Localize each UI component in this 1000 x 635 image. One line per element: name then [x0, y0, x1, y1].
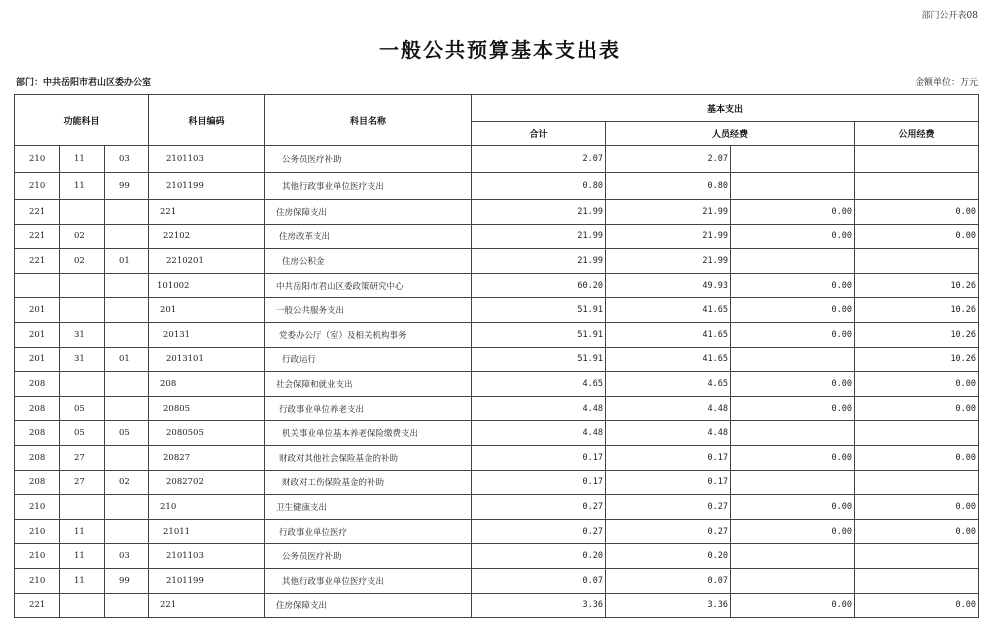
func-class-cell	[15, 273, 60, 298]
personnel-extra-cell: 0.00	[731, 593, 855, 618]
total-cell: 21.99	[472, 224, 606, 249]
table-row	[15, 593, 979, 618]
subject-name-cell: 住房公积金	[265, 249, 472, 274]
func-section-cell	[60, 372, 105, 397]
total-cell: 4.48	[472, 421, 606, 446]
func-item-cell: 03	[105, 146, 149, 173]
public-cell: 0.00	[855, 519, 979, 544]
subject-name-cell: 行政事业单位养老支出	[265, 396, 472, 421]
personnel-extra-cell	[731, 173, 855, 200]
total-cell: 0.17	[472, 445, 606, 470]
form-number: 部门公开表08	[921, 11, 978, 21]
func-class-cell: 208	[15, 396, 60, 421]
public-cell: 10.26	[855, 322, 979, 347]
subject-code-cell: 2101103	[149, 146, 265, 173]
table-row	[15, 421, 979, 446]
func-item-cell	[105, 322, 149, 347]
personnel-cell: 2.07	[606, 146, 731, 173]
public-cell: 0.00	[855, 200, 979, 225]
func-item-cell: 01	[105, 249, 149, 274]
func-class-cell: 210	[15, 146, 60, 173]
subject-code-cell: 20131	[149, 322, 265, 347]
func-item-cell	[105, 372, 149, 397]
total-cell: 51.91	[472, 322, 606, 347]
subject-code-cell: 221	[149, 200, 265, 225]
table-row	[15, 445, 979, 470]
header-func-subject: 功能科目	[15, 95, 149, 146]
personnel-cell: 41.65	[606, 322, 731, 347]
total-cell: 51.91	[472, 347, 606, 372]
public-cell	[855, 146, 979, 173]
personnel-extra-cell: 0.00	[731, 372, 855, 397]
func-section-cell: 11	[60, 544, 105, 569]
personnel-cell: 21.99	[606, 200, 731, 225]
subject-code-cell: 21011	[149, 519, 265, 544]
total-cell: 3.36	[472, 593, 606, 618]
personnel-extra-cell	[731, 544, 855, 569]
personnel-extra-cell	[731, 421, 855, 446]
subject-code-cell: 2080505	[149, 421, 265, 446]
table-row	[15, 372, 979, 397]
personnel-cell: 0.20	[606, 544, 731, 569]
subject-name-cell: 住房保障支出	[265, 200, 472, 225]
total-cell: 60.20	[472, 273, 606, 298]
total-cell: 51.91	[472, 298, 606, 323]
func-class-cell: 208	[15, 421, 60, 446]
personnel-cell: 21.99	[606, 224, 731, 249]
personnel-cell: 4.48	[606, 396, 731, 421]
public-cell: 10.26	[855, 347, 979, 372]
func-section-cell: 05	[60, 396, 105, 421]
subject-name-cell: 行政运行	[265, 347, 472, 372]
func-item-cell	[105, 224, 149, 249]
subject-name-cell: 财政对工伤保险基金的补助	[265, 470, 472, 495]
subject-name-cell: 其他行政事业单位医疗支出	[265, 568, 472, 593]
table-body	[15, 146, 979, 618]
subject-code-cell: 2082702	[149, 470, 265, 495]
func-class-cell: 201	[15, 322, 60, 347]
public-cell	[855, 421, 979, 446]
subject-code-cell: 208	[149, 372, 265, 397]
total-cell: 4.65	[472, 372, 606, 397]
table-row	[15, 146, 979, 173]
public-cell	[855, 249, 979, 274]
personnel-extra-cell: 0.00	[731, 519, 855, 544]
personnel-cell: 41.65	[606, 298, 731, 323]
func-item-cell: 05	[105, 421, 149, 446]
personnel-extra-cell: 0.00	[731, 273, 855, 298]
subject-name-cell: 社会保障和就业支出	[265, 372, 472, 397]
personnel-cell: 4.48	[606, 421, 731, 446]
table-row	[15, 249, 979, 274]
func-section-cell	[60, 298, 105, 323]
total-cell: 0.07	[472, 568, 606, 593]
func-item-cell	[105, 273, 149, 298]
total-cell: 0.27	[472, 519, 606, 544]
public-cell	[855, 173, 979, 200]
personnel-cell: 21.99	[606, 249, 731, 274]
func-item-cell	[105, 445, 149, 470]
subject-name-cell: 卫生健康支出	[265, 495, 472, 520]
public-cell: 10.26	[855, 298, 979, 323]
personnel-extra-cell: 0.00	[731, 396, 855, 421]
func-class-cell: 210	[15, 495, 60, 520]
subject-name-cell: 财政对其他社会保险基金的补助	[265, 445, 472, 470]
func-item-cell: 99	[105, 173, 149, 200]
func-class-cell: 201	[15, 298, 60, 323]
func-section-cell	[60, 593, 105, 618]
subject-name-cell: 住房改革支出	[265, 224, 472, 249]
func-item-cell: 03	[105, 544, 149, 569]
budget-table	[14, 94, 979, 618]
total-cell: 21.99	[472, 200, 606, 225]
total-cell: 0.80	[472, 173, 606, 200]
func-section-cell	[60, 200, 105, 225]
total-cell: 0.20	[472, 544, 606, 569]
func-section-cell: 27	[60, 445, 105, 470]
total-cell: 0.17	[472, 470, 606, 495]
subject-code-cell: 20827	[149, 445, 265, 470]
page-title: 一般公共预算基本支出表	[379, 38, 621, 62]
func-class-cell: 210	[15, 173, 60, 200]
table-row	[15, 224, 979, 249]
func-section-cell: 11	[60, 173, 105, 200]
public-cell: 10.26	[855, 273, 979, 298]
func-item-cell: 02	[105, 470, 149, 495]
func-class-cell: 210	[15, 544, 60, 569]
table-row	[15, 200, 979, 225]
header-personnel: 人员经费	[606, 122, 855, 146]
func-class-cell: 208	[15, 470, 60, 495]
public-cell	[855, 470, 979, 495]
personnel-cell: 0.07	[606, 568, 731, 593]
total-cell: 21.99	[472, 249, 606, 274]
func-class-cell: 201	[15, 347, 60, 372]
personnel-cell: 41.65	[606, 347, 731, 372]
personnel-extra-cell: 0.00	[731, 298, 855, 323]
func-section-cell: 11	[60, 568, 105, 593]
personnel-extra-cell	[731, 470, 855, 495]
func-item-cell	[105, 593, 149, 618]
unit-label: 金额单位：万元	[914, 78, 978, 88]
header-public: 公用经费	[855, 122, 979, 146]
department-label: 部门：中共岳阳市君山区委办公室	[16, 78, 152, 88]
table-row	[15, 273, 979, 298]
total-cell: 2.07	[472, 146, 606, 173]
subject-code-cell: 101002	[149, 273, 265, 298]
table-row	[15, 396, 979, 421]
func-section-cell	[60, 273, 105, 298]
func-section-cell: 02	[60, 224, 105, 249]
personnel-extra-cell: 0.00	[731, 445, 855, 470]
personnel-cell: 0.80	[606, 173, 731, 200]
subject-code-cell: 210	[149, 495, 265, 520]
subject-code-cell: 2013101	[149, 347, 265, 372]
subject-code-cell: 201	[149, 298, 265, 323]
personnel-cell: 0.27	[606, 495, 731, 520]
func-item-cell	[105, 298, 149, 323]
table-row	[15, 519, 979, 544]
subject-name-cell: 公务员医疗补助	[265, 544, 472, 569]
personnel-cell: 49.93	[606, 273, 731, 298]
table-row	[15, 347, 979, 372]
personnel-cell: 4.65	[606, 372, 731, 397]
header-total: 合计	[472, 122, 606, 146]
subject-code-cell: 2101199	[149, 173, 265, 200]
func-class-cell: 221	[15, 224, 60, 249]
func-section-cell	[60, 495, 105, 520]
personnel-extra-cell	[731, 568, 855, 593]
personnel-extra-cell: 0.00	[731, 322, 855, 347]
public-cell	[855, 544, 979, 569]
public-cell: 0.00	[855, 593, 979, 618]
func-class-cell: 210	[15, 519, 60, 544]
func-class-cell: 221	[15, 200, 60, 225]
personnel-cell: 3.36	[606, 593, 731, 618]
func-section-cell: 11	[60, 519, 105, 544]
func-item-cell: 99	[105, 568, 149, 593]
subject-name-cell: 一般公共服务支出	[265, 298, 472, 323]
personnel-extra-cell: 0.00	[731, 495, 855, 520]
table-row	[15, 544, 979, 569]
public-cell: 0.00	[855, 445, 979, 470]
func-class-cell: 221	[15, 249, 60, 274]
subject-code-cell: 22102	[149, 224, 265, 249]
public-cell: 0.00	[855, 224, 979, 249]
table-row	[15, 568, 979, 593]
func-item-cell	[105, 396, 149, 421]
personnel-extra-cell	[731, 146, 855, 173]
table-row	[15, 470, 979, 495]
header-basic-expenditure: 基本支出	[472, 95, 979, 122]
table-row	[15, 173, 979, 200]
func-section-cell: 31	[60, 347, 105, 372]
func-section-cell: 27	[60, 470, 105, 495]
header-subject-code: 科目编码	[149, 95, 265, 146]
personnel-cell: 0.27	[606, 519, 731, 544]
personnel-extra-cell: 0.00	[731, 224, 855, 249]
total-cell: 0.27	[472, 495, 606, 520]
total-cell: 4.48	[472, 396, 606, 421]
subject-name-cell: 住房保障支出	[265, 593, 472, 618]
personnel-extra-cell	[731, 249, 855, 274]
personnel-cell: 0.17	[606, 470, 731, 495]
subject-code-cell: 221	[149, 593, 265, 618]
public-cell	[855, 568, 979, 593]
subject-name-cell: 其他行政事业单位医疗支出	[265, 173, 472, 200]
personnel-extra-cell	[731, 347, 855, 372]
table-row	[15, 322, 979, 347]
public-cell: 0.00	[855, 495, 979, 520]
subject-name-cell: 中共岳阳市君山区委政策研究中心	[265, 273, 472, 298]
subject-code-cell: 20805	[149, 396, 265, 421]
personnel-cell: 0.17	[606, 445, 731, 470]
subject-name-cell: 行政事业单位医疗	[265, 519, 472, 544]
public-cell: 0.00	[855, 372, 979, 397]
func-item-cell: 01	[105, 347, 149, 372]
table-row	[15, 298, 979, 323]
func-class-cell: 221	[15, 593, 60, 618]
subject-name-cell: 公务员医疗补助	[265, 146, 472, 173]
func-section-cell: 02	[60, 249, 105, 274]
subject-code-cell: 2101103	[149, 544, 265, 569]
table-row	[15, 495, 979, 520]
func-class-cell: 208	[15, 372, 60, 397]
header-subject-name: 科目名称	[265, 95, 472, 146]
func-item-cell	[105, 200, 149, 225]
subject-name-cell: 机关事业单位基本养老保险缴费支出	[265, 421, 472, 446]
func-class-cell: 210	[15, 568, 60, 593]
subject-code-cell: 2101199	[149, 568, 265, 593]
func-class-cell: 208	[15, 445, 60, 470]
func-item-cell	[105, 495, 149, 520]
func-section-cell: 05	[60, 421, 105, 446]
subject-name-cell: 党委办公厅（室）及相关机构事务	[265, 322, 472, 347]
public-cell: 0.00	[855, 396, 979, 421]
personnel-extra-cell: 0.00	[731, 200, 855, 225]
subject-code-cell: 2210201	[149, 249, 265, 274]
func-section-cell: 31	[60, 322, 105, 347]
func-item-cell	[105, 519, 149, 544]
func-section-cell: 11	[60, 146, 105, 173]
